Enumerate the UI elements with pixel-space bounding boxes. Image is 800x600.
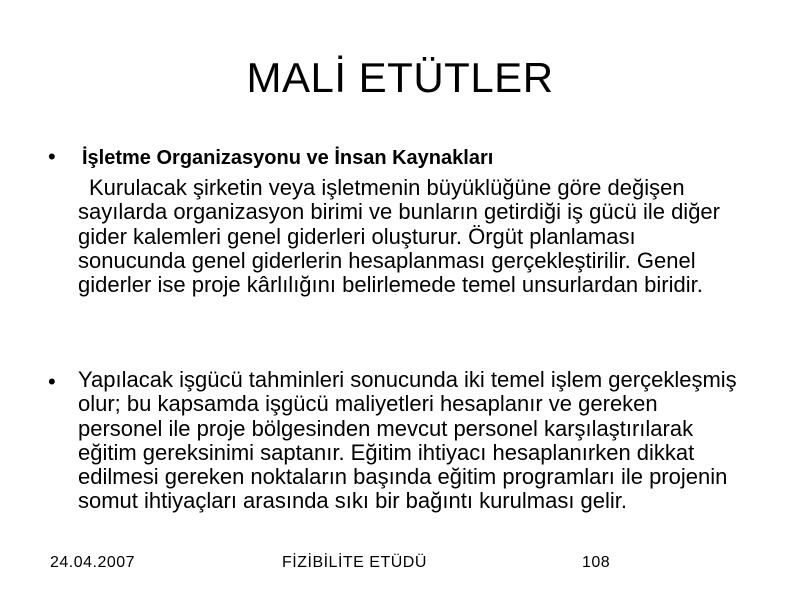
bullet-paragraph: Yapılacak işgücü tahminleri sonucunda iki temel işlem gerçekleşmiş olur; bu kapsamda işgücü maliyetleri hesaplanır ve gereken personel ile proje bölgesinden mevcut personel karşılaştırılarak eğitim gereksinimi saptanır. Eğitim ihtiyacı hesaplanırken dikkat edilmesi gereken noktaların başında eğitim programları ile projenin somut ihtiyaçları arasında sıkı bir bağıntı kurulması gelir.: [78, 367, 737, 514]
footer-page-number: 108: [582, 554, 611, 571]
bullet-heading: İşletme Organizasyonu ve İnsan Kaynakları: [82, 147, 494, 169]
footer-title: FİZİBİLİTE ETÜDÜ: [282, 554, 427, 571]
bullet-point-icon: •: [48, 369, 56, 394]
bullet-point-icon: •: [48, 144, 56, 169]
bullet-paragraph: Kurulacak şirketin veya işletmenin büyüklüğüne göre değişen sayılarda organizasyon birimi ve bunların getirdiği iş gücü ile diğer gider kalemleri genel giderleri oluşturur. Örgüt planlaması sonucunda genel giderlerin hesaplanması gerçekleştirilir. Genel giderler ise proje kârlılığını belirlemede temel unsurlardan biridir.: [78, 175, 720, 298]
footer-date: 24.04.2007: [50, 554, 136, 571]
slide-title: MALİ ETÜTLER: [246, 54, 554, 101]
